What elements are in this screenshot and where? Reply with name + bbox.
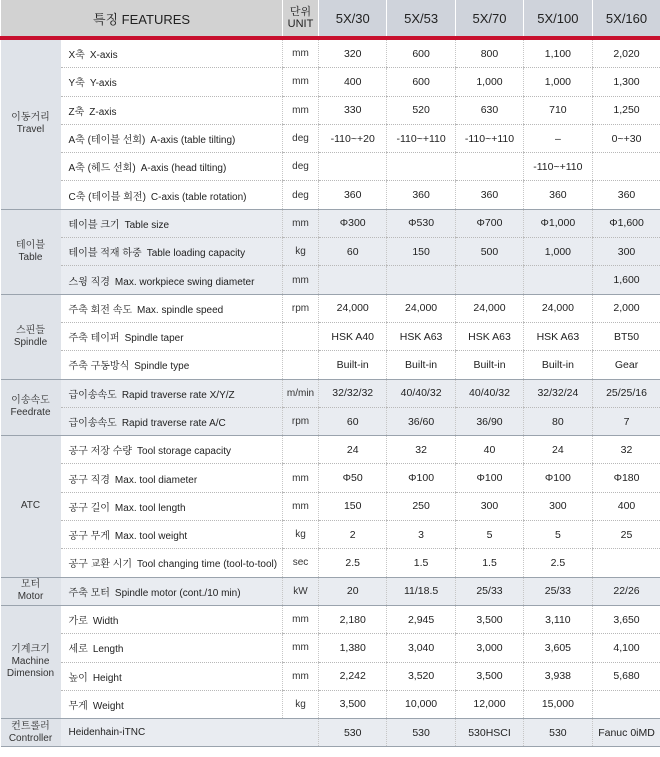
table-row	[1, 662, 660, 690]
value-cell: 3,650	[592, 605, 660, 633]
table-row	[1, 464, 660, 492]
value-cell: Φ1,600	[592, 209, 660, 237]
value-cell: 40	[455, 436, 523, 464]
unit-cell: rpm	[283, 407, 319, 435]
value-cell: Φ530	[387, 209, 455, 237]
table-row	[1, 379, 660, 407]
value-cell: 2,242	[319, 662, 387, 690]
feature-cell	[61, 464, 283, 492]
table-row	[1, 605, 660, 633]
category-label-ko: ATC	[20, 500, 41, 512]
value-cell: 24	[319, 436, 387, 464]
feature-cell	[61, 662, 283, 690]
unit-cell: deg	[283, 124, 319, 152]
value-cell: 360	[455, 181, 523, 209]
value-cell: 40/40/32	[455, 379, 523, 407]
feature-cell	[61, 577, 283, 605]
feature-label-ko: 높이	[68, 672, 88, 684]
value-cell: 3,500	[319, 690, 387, 718]
value-cell: 150	[387, 238, 455, 266]
feature-label-ko: 급이송속도	[68, 389, 117, 401]
value-cell: –	[524, 124, 592, 152]
value-cell: 2,000	[592, 294, 660, 322]
feature-label-en: Weight	[92, 700, 124, 712]
table-row	[1, 407, 660, 435]
value-cell: 800	[455, 38, 523, 68]
value-cell	[387, 266, 455, 294]
value-cell: 5	[455, 521, 523, 549]
feature-cell	[61, 322, 283, 350]
value-cell: 24,000	[319, 294, 387, 322]
value-cell: -110~+110	[524, 153, 592, 181]
value-cell: Φ50	[319, 464, 387, 492]
value-cell: 25/33	[524, 577, 592, 605]
feature-label-en: X-axis	[89, 50, 118, 62]
feature-label-ko: 주축 회전 속도	[68, 304, 133, 316]
unit-header	[283, 0, 319, 38]
value-cell: 2.5	[319, 549, 387, 577]
value-cell: Φ100	[524, 464, 592, 492]
value-cell: 360	[592, 181, 660, 209]
category-label-en: Motor	[17, 591, 44, 603]
unit-cell	[283, 436, 319, 464]
value-cell: Φ100	[455, 464, 523, 492]
value-cell: 3,040	[387, 634, 455, 662]
feature-cell	[61, 549, 283, 577]
value-cell: 400	[592, 492, 660, 520]
value-cell: 330	[319, 96, 387, 124]
value-cell: Built-in	[319, 351, 387, 379]
value-cell: 520	[387, 96, 455, 124]
table-row	[1, 96, 660, 124]
category-label-en: Spindle	[13, 336, 48, 348]
value-cell: 80	[524, 407, 592, 435]
value-cell: Φ100	[387, 464, 455, 492]
value-cell: Gear	[592, 351, 660, 379]
value-cell	[319, 153, 387, 181]
unit-cell	[283, 322, 319, 350]
category-label-en: Feedrate	[10, 407, 51, 419]
feature-cell	[61, 124, 283, 152]
header-row	[1, 0, 660, 38]
value-cell: 24,000	[387, 294, 455, 322]
unit-cell: m/min	[283, 379, 319, 407]
category-label-en: Table	[18, 251, 43, 263]
value-cell: 24,000	[455, 294, 523, 322]
feature-label-ko: 공구 길이	[68, 502, 110, 514]
value-cell: 630	[455, 96, 523, 124]
feature-label-en: A-axis (head tilting)	[140, 163, 227, 175]
value-cell: 1,000	[455, 68, 523, 96]
unit-cell: mm	[283, 209, 319, 237]
value-cell: HSK A63	[455, 322, 523, 350]
value-cell: 1,300	[592, 68, 660, 96]
unit-cell: kg	[283, 690, 319, 718]
unit-cell	[283, 351, 319, 379]
category-label-ko: 테이블	[16, 239, 45, 251]
value-cell: 1,100	[524, 38, 592, 68]
controller-name: Heidenhain-iTNC	[61, 719, 319, 747]
value-cell: 400	[319, 68, 387, 96]
value-cell: 20	[319, 577, 387, 605]
feature-label-ko: 가로	[68, 616, 88, 628]
feature-label-ko: Z축	[68, 106, 85, 118]
model-header: 5X/70	[455, 0, 523, 38]
feature-label-en: Max. tool weight	[114, 531, 188, 543]
unit-cell: mm	[283, 68, 319, 96]
feature-label-ko: 주축 모터	[68, 587, 110, 599]
value-cell	[524, 266, 592, 294]
feature-cell	[61, 96, 283, 124]
feature-label-en: Y-axis	[89, 78, 117, 90]
feature-label-ko: 세로	[68, 644, 88, 656]
value-cell: 600	[387, 38, 455, 68]
value-cell: 32	[387, 436, 455, 464]
value-cell: 1,250	[592, 96, 660, 124]
value-cell: 0~+30	[592, 124, 660, 152]
value-cell: 600	[387, 68, 455, 96]
category-label-en: Machine Dimension	[6, 656, 55, 680]
value-cell: 2	[319, 521, 387, 549]
table-row	[1, 153, 660, 181]
category-label-en: Travel	[16, 124, 45, 136]
value-cell: 530HSCI	[455, 719, 523, 747]
category-cell	[1, 38, 61, 209]
table-row	[1, 124, 660, 152]
unit-cell: sec	[283, 549, 319, 577]
value-cell: 1.5	[387, 549, 455, 577]
value-cell	[319, 266, 387, 294]
spec-body	[1, 38, 660, 747]
feature-label-ko: 공구 저장 수량	[68, 446, 133, 458]
feature-label-en: Spindle taper	[124, 333, 184, 345]
feature-label-ko: X축	[68, 50, 85, 62]
category-cell	[1, 209, 61, 294]
feature-cell	[61, 153, 283, 181]
value-cell: 2,945	[387, 605, 455, 633]
table-row	[1, 436, 660, 464]
value-cell	[592, 549, 660, 577]
feature-label-en: Max. tool diameter	[114, 474, 198, 486]
feature-label-en: Max. tool length	[114, 502, 186, 514]
value-cell: 150	[319, 492, 387, 520]
value-cell: 300	[455, 492, 523, 520]
table-row	[1, 181, 660, 209]
value-cell: Fanuc 0iMD	[592, 719, 660, 747]
unit-cell: kg	[283, 521, 319, 549]
value-cell	[592, 690, 660, 718]
value-cell: 360	[387, 181, 455, 209]
feature-label-ko: 주축 구동방식	[68, 361, 130, 373]
category-cell	[1, 294, 61, 379]
value-cell: 250	[387, 492, 455, 520]
feature-label-en: Z-axis	[89, 106, 117, 118]
value-cell: 7	[592, 407, 660, 435]
feature-cell	[61, 38, 283, 68]
value-cell: 530	[387, 719, 455, 747]
value-cell: -110~+110	[455, 124, 523, 152]
value-cell: Built-in	[387, 351, 455, 379]
value-cell: 3,110	[524, 605, 592, 633]
value-cell: 530	[319, 719, 387, 747]
model-header: 5X/100	[524, 0, 592, 38]
value-cell: 3,938	[524, 662, 592, 690]
value-cell: 5	[524, 521, 592, 549]
unit-cell: mm	[283, 464, 319, 492]
value-cell: Φ1,000	[524, 209, 592, 237]
value-cell: 60	[319, 238, 387, 266]
unit-header-en: UNIT	[287, 18, 314, 30]
feature-label-ko: Y축	[68, 78, 85, 90]
category-label-ko: 이송속도	[11, 395, 50, 407]
category-label-ko: 스핀들	[16, 324, 45, 336]
feature-cell	[61, 605, 283, 633]
feature-label-en: Rapid traverse rate A/C	[121, 418, 226, 429]
feature-label-en: Tool storage capacity	[137, 446, 231, 458]
unit-cell: mm	[283, 634, 319, 662]
unit-cell: deg	[283, 153, 319, 181]
table-row	[1, 294, 660, 322]
value-cell: 1,000	[524, 68, 592, 96]
value-cell: 32	[592, 436, 660, 464]
table-row	[1, 577, 660, 605]
feature-cell	[61, 379, 283, 407]
value-cell: 2,020	[592, 38, 660, 68]
value-cell: 36/90	[455, 407, 523, 435]
value-cell: Φ180	[592, 464, 660, 492]
model-header: 5X/30	[319, 0, 387, 38]
category-cell	[1, 379, 61, 436]
value-cell: -110~+110	[387, 124, 455, 152]
table-row	[1, 719, 660, 747]
value-cell: 2.5	[524, 549, 592, 577]
table-row	[1, 549, 660, 577]
value-cell: 500	[455, 238, 523, 266]
value-cell: 24,000	[524, 294, 592, 322]
feature-cell	[61, 407, 283, 435]
feature-label-ko: 주축 테이퍼	[68, 333, 120, 345]
feature-label-en: Max. spindle speed	[137, 304, 224, 316]
unit-cell: mm	[283, 38, 319, 68]
feature-cell	[61, 634, 283, 662]
model-header: 5X/160	[592, 0, 660, 38]
value-cell: 530	[524, 719, 592, 747]
feature-cell	[61, 690, 283, 718]
category-cell	[1, 577, 61, 605]
feature-label-ko: 테이블 적재 하중	[68, 248, 142, 260]
feature-label-en: Tool changing time (tool-to-tool)	[137, 559, 278, 571]
table-row	[1, 521, 660, 549]
value-cell: 40/40/32	[387, 379, 455, 407]
feature-cell	[61, 521, 283, 549]
value-cell: 25	[592, 521, 660, 549]
value-cell: 3,000	[455, 634, 523, 662]
feature-label-en: Table size	[124, 219, 170, 231]
table-row	[1, 68, 660, 96]
feature-cell	[61, 294, 283, 322]
value-cell: 25/25/16	[592, 379, 660, 407]
feature-label-en: Width	[92, 616, 119, 628]
value-cell	[592, 153, 660, 181]
feature-cell	[61, 436, 283, 464]
unit-cell: deg	[283, 181, 319, 209]
value-cell: 32/32/24	[524, 379, 592, 407]
category-label-ko: 컨트롤러	[11, 720, 50, 732]
value-cell: BT50	[592, 322, 660, 350]
unit-cell: mm	[283, 605, 319, 633]
feature-cell	[61, 238, 283, 266]
unit-header-ko: 단위	[289, 6, 312, 18]
table-row	[1, 351, 660, 379]
category-label-ko: 기계크기	[11, 644, 50, 656]
value-cell: 2,180	[319, 605, 387, 633]
value-cell: Φ300	[319, 209, 387, 237]
value-cell: Φ700	[455, 209, 523, 237]
feature-label-ko: A축 (헤드 선회)	[68, 163, 136, 175]
value-cell: 12,000	[455, 690, 523, 718]
value-cell: 710	[524, 96, 592, 124]
value-cell: 360	[319, 181, 387, 209]
feature-label-ko: 공구 교환 시기	[68, 559, 133, 571]
feature-label-en: Table loading capacity	[146, 248, 246, 260]
value-cell: 60	[319, 407, 387, 435]
feature-label-en: Spindle type	[134, 361, 190, 373]
unit-cell: rpm	[283, 294, 319, 322]
value-cell: 1,600	[592, 266, 660, 294]
category-cell	[1, 605, 61, 718]
value-cell	[455, 266, 523, 294]
value-cell: 1.5	[455, 549, 523, 577]
value-cell: HSK A63	[387, 322, 455, 350]
value-cell: 3,605	[524, 634, 592, 662]
feature-label-en: Height	[92, 672, 122, 684]
table-row	[1, 266, 660, 294]
table-row	[1, 209, 660, 237]
feature-label-ko: 테이블 크기	[68, 219, 120, 231]
feature-cell	[61, 209, 283, 237]
feature-label-ko: 공구 직경	[68, 474, 110, 486]
feature-label-ko: 무게	[68, 700, 88, 712]
unit-cell: mm	[283, 266, 319, 294]
value-cell: 36/60	[387, 407, 455, 435]
value-cell: 10,000	[387, 690, 455, 718]
value-cell: 300	[524, 492, 592, 520]
model-header: 5X/53	[387, 0, 455, 38]
value-cell: 3,500	[455, 605, 523, 633]
value-cell: 5,680	[592, 662, 660, 690]
unit-cell: kg	[283, 238, 319, 266]
value-cell: 320	[319, 38, 387, 68]
value-cell	[387, 153, 455, 181]
value-cell: 3	[387, 521, 455, 549]
value-cell: HSK A40	[319, 322, 387, 350]
value-cell: 3,500	[455, 662, 523, 690]
feature-label-en: Rapid traverse rate X/Y/Z	[121, 389, 235, 401]
unit-cell: mm	[283, 96, 319, 124]
value-cell: Built-in	[455, 351, 523, 379]
value-cell: 32/32/32	[319, 379, 387, 407]
value-cell: 24	[524, 436, 592, 464]
table-row	[1, 634, 660, 662]
value-cell: 22/26	[592, 577, 660, 605]
unit-cell: mm	[283, 492, 319, 520]
feature-cell	[61, 181, 283, 209]
feature-cell	[61, 266, 283, 294]
feature-label-ko: C축 (테이블 회전)	[68, 191, 146, 203]
feature-label-en: Max. workpiece swing diameter	[114, 276, 255, 288]
table-row	[1, 238, 660, 266]
unit-cell: kW	[283, 577, 319, 605]
value-cell: Built-in	[524, 351, 592, 379]
value-cell: 360	[524, 181, 592, 209]
value-cell	[455, 153, 523, 181]
category-cell	[1, 719, 61, 747]
features-header: 특징 FEATURES	[1, 0, 283, 38]
feature-label-ko: A축 (테이블 선회)	[68, 135, 146, 147]
feature-label-ko: 공구 무게	[68, 531, 110, 543]
unit-cell: mm	[283, 662, 319, 690]
feature-cell	[61, 68, 283, 96]
value-cell: 3,520	[387, 662, 455, 690]
feature-label-en: C-axis (table rotation)	[150, 191, 247, 203]
value-cell: 300	[592, 238, 660, 266]
feature-label-en: A-axis (table tilting)	[150, 135, 236, 147]
category-label-ko: 모터	[20, 579, 41, 591]
category-label-en: Controller	[8, 732, 53, 744]
table-row	[1, 690, 660, 718]
category-cell	[1, 436, 61, 577]
category-label-ko: 이동거리	[11, 112, 50, 124]
feature-cell	[61, 351, 283, 379]
value-cell: 25/33	[455, 577, 523, 605]
table-row	[1, 492, 660, 520]
value-cell: 15,000	[524, 690, 592, 718]
value-cell: -110~+20	[319, 124, 387, 152]
feature-label-en: Length	[92, 644, 124, 656]
value-cell: 1,000	[524, 238, 592, 266]
feature-cell	[61, 492, 283, 520]
value-cell: 1,380	[319, 634, 387, 662]
table-row	[1, 322, 660, 350]
value-cell: HSK A63	[524, 322, 592, 350]
table-row	[1, 38, 660, 68]
feature-label-ko: 급이송속도	[68, 418, 117, 429]
feature-label-ko: 스윙 직경	[68, 276, 110, 288]
feature-label-en: Spindle motor (cont./10 min)	[114, 587, 241, 599]
value-cell: 11/18.5	[387, 577, 455, 605]
value-cell: 4,100	[592, 634, 660, 662]
